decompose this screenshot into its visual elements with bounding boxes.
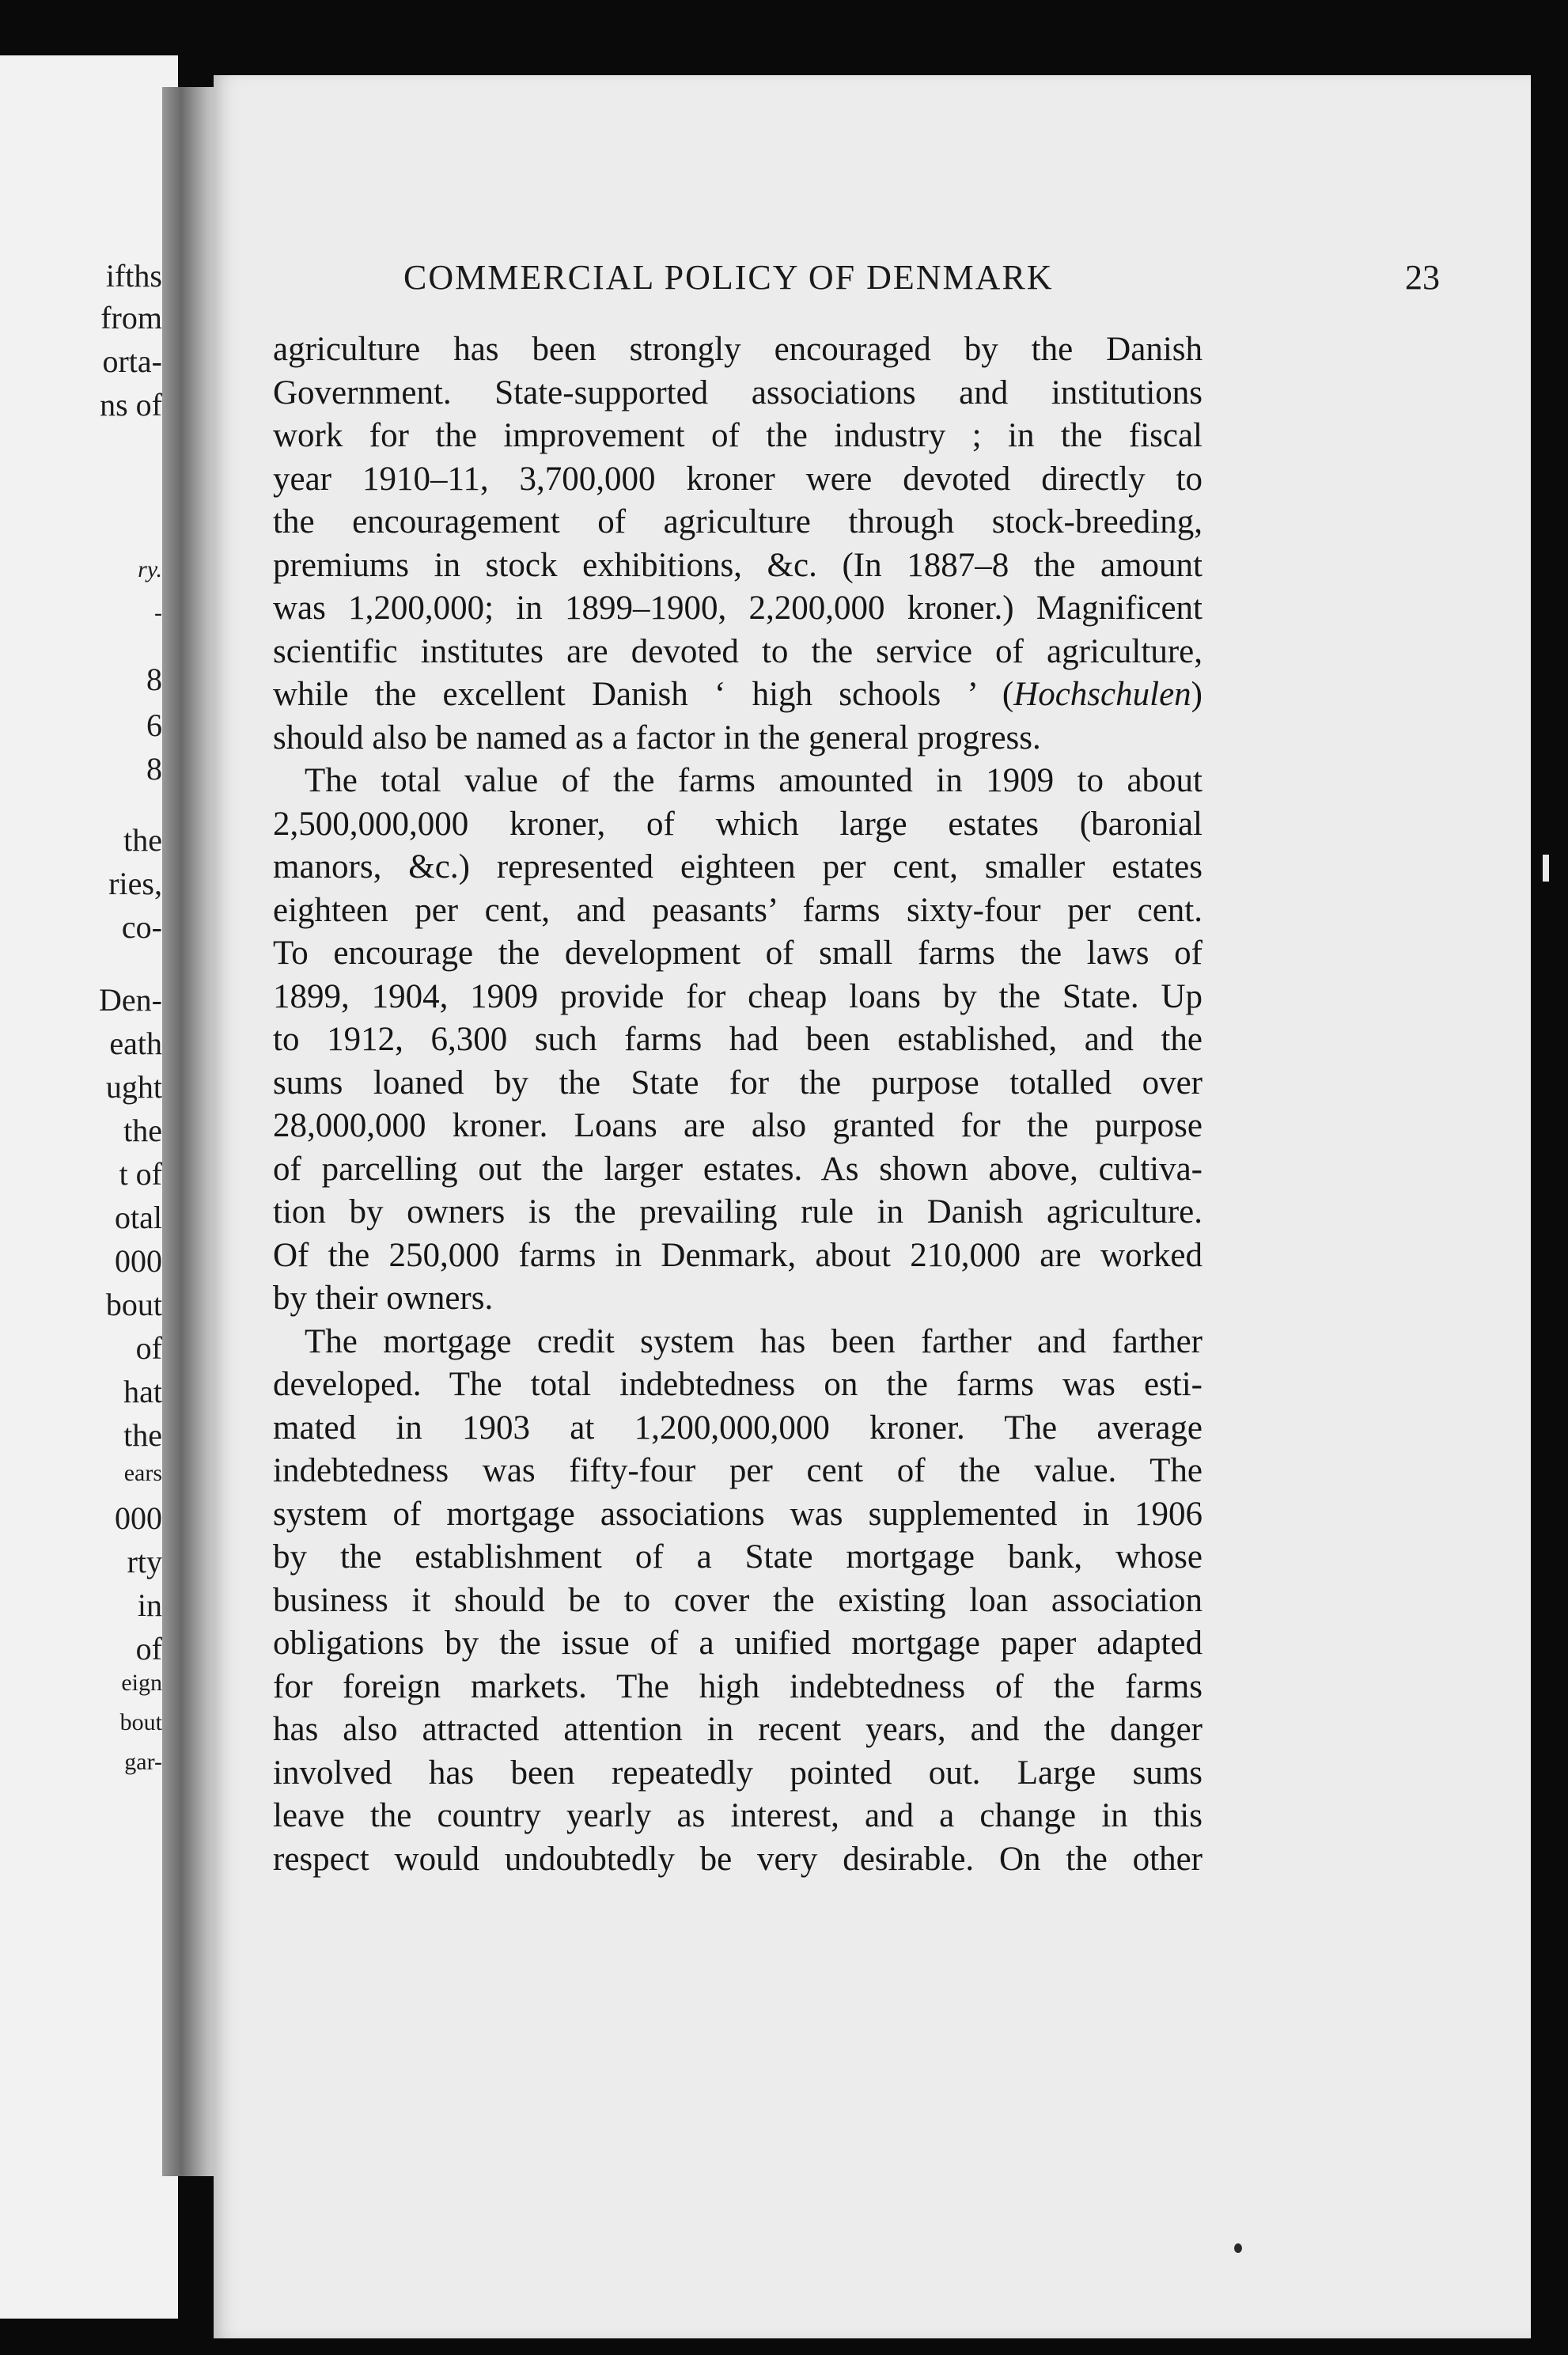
left-page-text-fragment: 000	[115, 1243, 162, 1279]
text-line: has also attracted attention in recent years, and the danger	[273, 1711, 1203, 1748]
left-page-text-fragment: rty	[127, 1544, 162, 1579]
left-page-text-fragment: in	[137, 1587, 162, 1623]
text-line: while the excellent Danish ‘ high schools ’ (Hochschulen)	[273, 676, 1203, 713]
left-page-text-fragment: the	[123, 1417, 162, 1453]
text-line: by their owners.	[273, 1280, 494, 1317]
text-line: the encouragement of agriculture through stock-breeding,	[273, 503, 1203, 540]
scan-speck	[1234, 2243, 1242, 2253]
page-edge-mark	[1543, 855, 1549, 882]
previous-page-fragment	[0, 55, 178, 2319]
text-line: business it should be to cover the existing loan association	[273, 1581, 1203, 1619]
left-page-text-fragment: 000	[115, 1500, 162, 1536]
left-page-text-fragment: ns of	[100, 387, 162, 423]
left-page-text-fragment: gar-	[124, 1749, 162, 1775]
page-number: 23	[1405, 258, 1440, 297]
book-page	[214, 75, 1531, 2338]
left-page-text-fragment: the	[123, 822, 162, 858]
text-line: involved has been repeatedly pointed out. Large sums	[273, 1754, 1203, 1792]
text-line: system of mortgage associations was supplemented in 1906	[273, 1495, 1203, 1533]
left-page-text-fragment: eath	[109, 1026, 162, 1061]
text-line: year 1910–11, 3,700,000 kroner were devoted directly to	[273, 460, 1203, 498]
text-line: developed. The total indebtedness on the farms was esti-	[273, 1366, 1203, 1403]
body-text	[273, 328, 1203, 1881]
left-page-text-fragment: ears	[123, 1460, 162, 1486]
left-page-text-fragment: t of	[119, 1156, 162, 1192]
text-line: 2,500,000,000 kroner, of which large estates (baronial	[273, 805, 1203, 843]
text-line: indebtedness was fifty-four per cent of the value. The	[273, 1452, 1203, 1489]
left-page-text-fragment: the	[123, 1113, 162, 1148]
text-line: to 1912, 6,300 such farms had been established, and the	[273, 1021, 1203, 1058]
left-page-text-fragment: ries,	[108, 866, 162, 901]
left-page-text-fragment: orta-	[102, 343, 162, 379]
text-line: 28,000,000 kroner. Loans are also granted for the purpose	[273, 1107, 1203, 1144]
text-line: manors, &c.) represented eighteen per cent, smaller estates	[273, 848, 1203, 885]
left-page-text-fragment: 8	[146, 662, 162, 697]
text-line: leave the country yearly as interest, and a change in this	[273, 1797, 1203, 1834]
left-page-text-fragment: otal	[115, 1200, 162, 1235]
text-line: premiums in stock exhibitions, &c. (In 1887–8 the amount	[273, 546, 1203, 584]
text-line: work for the improvement of the industry ; in the fiscal	[273, 417, 1203, 454]
paragraph	[273, 328, 1203, 760]
text-line: of parcelling out the larger estates. As shown above, cultiva-	[273, 1150, 1203, 1188]
running-head	[403, 257, 1440, 298]
text-line: scientific institutes are devoted to the service of agriculture,	[273, 632, 1203, 670]
text-line: 1899, 1904, 1909 provide for cheap loans by the State. Up	[273, 977, 1203, 1015]
left-page-text-fragment: Den-	[99, 982, 162, 1018]
left-page-text-fragment: of	[135, 1631, 162, 1667]
left-page-text-fragment: ught	[105, 1069, 162, 1105]
text-line: mated in 1903 at 1,200,000,000 kroner. The average	[273, 1409, 1203, 1447]
left-page-text-fragment: ry.	[138, 556, 162, 582]
left-page-text-fragment: ifths	[105, 258, 162, 294]
left-page-text-fragment: eign	[121, 1670, 162, 1696]
left-page-text-fragment: hat	[123, 1374, 162, 1409]
text-line: agriculture has been strongly encouraged by the Danish	[273, 331, 1203, 368]
text-line: The total value of the farms amounted in 1909 to about	[305, 762, 1203, 799]
left-page-text-fragment: bout	[119, 1709, 162, 1735]
text-line: was 1,200,000; in 1899–1900, 2,200,000 kroner.) Magnificent	[273, 590, 1203, 627]
text-line: should also be named as a factor in the general progress.	[273, 719, 1041, 757]
text-line: by the establishment of a State mortgage bank, whose	[273, 1538, 1203, 1576]
left-page-text-fragment: 8	[146, 751, 162, 787]
text-line: respect would undoubtedly be very desirable. On the other	[273, 1840, 1203, 1878]
text-line: Government. State-supported associations and institutions	[273, 374, 1203, 411]
text-line: The mortgage credit system has been farther and farther	[305, 1322, 1203, 1360]
left-page-text-fragment: -	[154, 600, 162, 626]
paragraph	[273, 1321, 1203, 1882]
running-title: COMMERCIAL POLICY OF DENMARK	[403, 258, 1054, 297]
text-line: sums loaned by the State for the purpose totalled over	[273, 1064, 1203, 1102]
text-line: Of the 250,000 farms in Denmark, about 210,000 are worked	[273, 1236, 1203, 1274]
text-line: obligations by the issue of a unified mortgage paper adapted	[273, 1625, 1203, 1662]
left-page-text-fragment: from	[100, 300, 162, 336]
text-line: To encourage the development of small farms the laws of	[273, 935, 1203, 972]
italic-term: Hochschulen	[1013, 676, 1191, 713]
left-page-text-fragment: 6	[146, 707, 162, 743]
left-page-text-fragment: of	[135, 1330, 162, 1366]
text-line: eighteen per cent, and peasants’ farms sixty-four per cent.	[273, 891, 1203, 929]
text-line: for foreign markets. The high indebtedness of the farms	[273, 1667, 1203, 1705]
left-page-text-fragment: co-	[121, 909, 162, 945]
left-page-text-fragment: bout	[105, 1287, 162, 1322]
text-line: tion by owners is the prevailing rule in Danish agriculture.	[273, 1193, 1203, 1231]
paragraph	[273, 760, 1203, 1321]
